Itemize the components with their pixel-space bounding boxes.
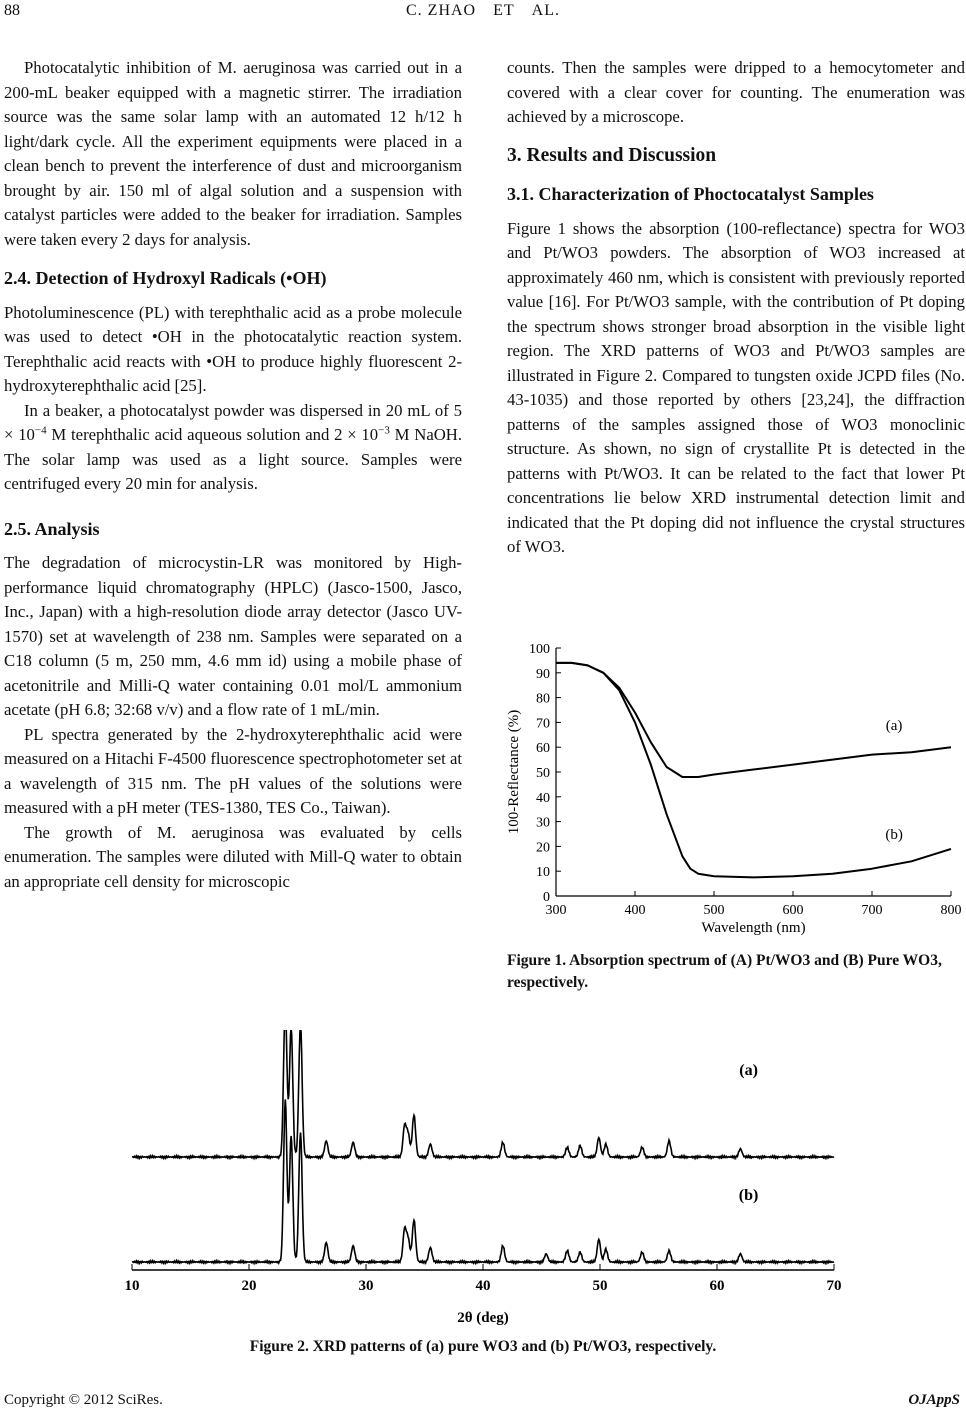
- y-tick-label: 20: [536, 840, 550, 856]
- x-tick-label: 50: [592, 1278, 608, 1294]
- x-tick-label: 600: [782, 903, 804, 918]
- paragraph-counts: counts. Then the samples were dripped to a hemocytometer and covered with a clear cover for counting. The enumeration was achieved by a microscope.: [507, 58, 965, 126]
- paragraph-figure-discussion: Figure 1 shows the absorption (100-reflectance) spectra for WO3 and Pt/WO3 powders. The absorption of WO3 increased at approximately 460 nm, which is consistent with previously reported value [16]. For Pt/WO3 sample, with the contribution of Pt doping the spectrum shows stronger broad absorption in the visible light region. The XRD patterns of WO3 and Pt/WO3 samples are illustrated in Figure 2. Compared to tungsten oxide JCPD files (No. 43-1035) and those reported by others [23,24], the diffraction patterns of the samples assigned those of WO3 monoclinic structure. As shown, no sign of crystallite Pt is detected in the patterns with Pt/WO3. It can be related to the fact that lower Pt concentrations lie below XRD instrumental detection limit and indicated that the Pt doping did not influence the crystal structures of WO3.: [507, 218, 965, 556]
- x-tick-label: 500: [703, 903, 725, 918]
- x-axis-label: Wavelength (nm): [701, 920, 806, 936]
- y-tick-label: 90: [536, 666, 550, 682]
- x-tick-label: 300: [545, 903, 567, 918]
- series-label-a: (a): [885, 717, 903, 734]
- x-tick-label: 30: [358, 1278, 374, 1294]
- y-tick-label: 50: [536, 766, 550, 781]
- section-3-1-heading: 3.1. Characterization of Phoctocatalyst Samples: [507, 184, 874, 204]
- y-tick-label: 0: [543, 890, 550, 905]
- x-tick-label: 60: [709, 1278, 725, 1294]
- xrd-pattern-a: [132, 1099, 834, 1263]
- paragraph-spectra: PL spectra generated by the 2-hydroxyterephthalic acid were measured on a Hitachi F-4500 fluorescence spectrophotometer set at a wavelength of 315 nm. The pH values of the solutions were measured with a pH meter (TES-1380, TES Co., Taiwan).: [4, 724, 462, 817]
- figure-2-chart: [100, 1030, 870, 1330]
- left-column: [4, 56, 462, 894]
- x-tick-label: 40: [475, 1278, 491, 1294]
- x-tick-label: 700: [861, 903, 883, 918]
- section-2-5-heading: 2.5. Analysis: [4, 518, 100, 539]
- y-tick-label: 30: [536, 815, 550, 831]
- x-tick-label: 70: [826, 1278, 842, 1294]
- paragraph-inhibition: Photocatalytic inhibition of M. aeruginosa was carried out in a 200-mL beaker equipped with a magnetic stirrer. The irradiation source was the same solar lamp with an automated 12 h/12 h light/dark cycle. All the experiment equipments were placed in a clean bench to prevent the interference of dust and microorganism brought by air. 150 ml of algal solution and a suspension with catalyst particles were added to the beaker for irradiation. Samples were taken every 2 days for analysis.: [4, 58, 462, 249]
- series-label-b: (b): [885, 826, 903, 843]
- series-label-a: (a): [739, 1062, 758, 1079]
- paragraph-beaker: In a beaker, a photocatalyst powder was dispersed in 20 mL of $5 \times 10^{-4}$ M terephthalic acid aqueous solution and $2 \times 10^{-3}$ M NaOH. The solar lamp was used as a light source. Samples were centrifuged every 20 min for analysis.: [4, 400, 462, 493]
- y-tick-label: 100: [529, 642, 550, 657]
- x-tick-label: 400: [624, 903, 646, 918]
- section-3-heading: 3. Results and Discussion: [507, 144, 717, 166]
- x-axis-label: 2θ (deg): [457, 1310, 509, 1326]
- y-tick-label: 60: [536, 741, 550, 757]
- xrd-pattern-b: [132, 1030, 834, 1158]
- x-tick-label: 20: [241, 1278, 257, 1294]
- footer-copyright: Copyright © 2012 SciRes.: [4, 1392, 163, 1408]
- running-head: C. ZHAO ET AL.: [406, 2, 560, 19]
- x-tick-label: 800: [940, 903, 962, 918]
- section-2-4-heading: 2.4. Detection of Hydroxyl Radicals (•OH): [4, 268, 327, 288]
- paragraph-hplc: The degradation of microcystin-LR was monitored by High-performance liquid chromatography (HPLC) (Jasco-1500, Jasco, Inc., Japan) with a high-resolution diode array detector (Jasco UV-1570) set at wavelength of 238 nm. Samples were separated on a C18 column (5 m, 250 mm, 4.6 mm id) using a mobile phase of acetonitrile and Milli-Q water containing 0.01 mol/L ammonium acetate (pH 6.8; 32:68 v/v) and a flow rate of 1 mL/min.: [4, 553, 462, 719]
- x-tick-label: 10: [124, 1278, 140, 1294]
- paragraph-growth: The growth of M. aeruginosa was evaluated by cells enumeration. The samples were diluted with Mill-Q water to obtain an appropriate cell density for microscopic: [4, 822, 462, 891]
- y-tick-label: 40: [536, 790, 550, 806]
- y-tick-label: 10: [536, 865, 550, 881]
- figure-2-caption: Figure 2. XRD patterns of (a) pure WO3 and (b) Pt/WO3, respectively.: [249, 1338, 717, 1355]
- page-number: 88: [4, 2, 20, 19]
- footer-journal: OJAppS: [908, 1392, 960, 1408]
- series-label-b: (b): [738, 1187, 759, 1204]
- y-tick-label: 70: [536, 716, 550, 732]
- paragraph-pl: Photoluminescence (PL) with terephthalic acid as a probe molecule was used to detect •OH in the photocatalytic reaction system. Terephthalic acid reacts with •OH to produce highly fluorescent 2-hydroxyterephthalic acid [25].: [4, 302, 462, 395]
- figure-1-caption: Figure 1. Absorption spectrum of (A) Pt/WO3 and (B) Pure WO3, respectively.: [507, 952, 942, 991]
- y-axis-label: 100-Reflectance (%): [506, 709, 522, 835]
- y-tick-label: 80: [536, 691, 550, 707]
- right-column: [507, 56, 965, 560]
- figure-1-chart: [496, 630, 966, 940]
